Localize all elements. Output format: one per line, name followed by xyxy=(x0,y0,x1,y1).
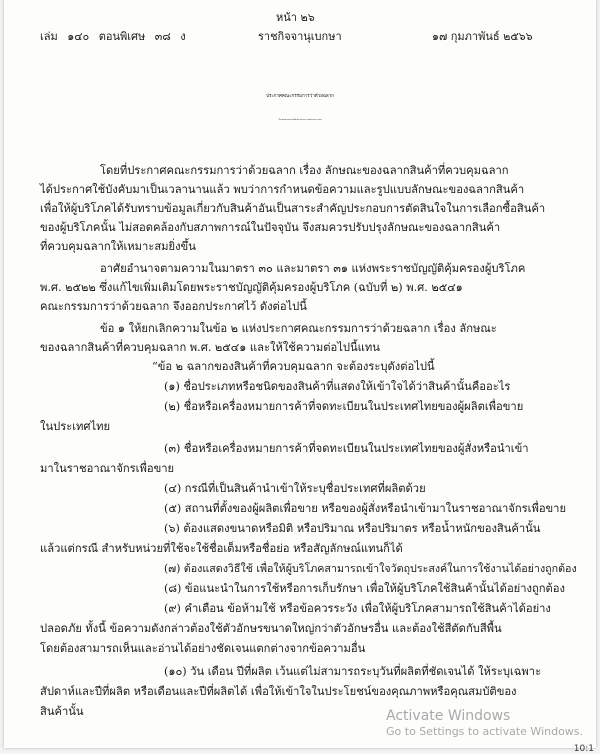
list-item: มาในราชอาณาจักรเพื่อขาย xyxy=(40,462,175,475)
gazette-date: ๑๗ กุมภาพันธ์ ๒๕๖๖ xyxy=(432,30,533,43)
list-item: แล้วแต่กรณี สำหรับหน่วยที่ใช้จะใช้ชื่อเต็มหรือชื่อย่อ หรือสัญลักษณ์แทนก็ได้ xyxy=(40,542,403,555)
document-subtitle: เรื่อง ลักษณะของฉลากสินค้าที่ควบคุมฉลาก (ฉบับที่ ๓) พ.ศ. ๒๕๖๕ xyxy=(278,120,322,121)
body-line: คณะกรรมการว่าด้วยฉลาก จึงออกประกาศไว้ ดังต่อไปนี้ xyxy=(40,300,307,313)
document-title: ประกาศคณะกรรมการว่าด้วยฉลาก xyxy=(266,94,334,99)
list-item: โดยต้องสามารถเห็นและอ่านได้อย่างชัดเจนแตกต่างจากข้อความอื่น xyxy=(40,642,366,655)
clause-line: “ข้อ ๒ ฉลากของสินค้าที่ควบคุมฉลาก จะต้องระบุดังต่อไปนี้ xyxy=(152,360,435,373)
list-item: (๑) ชื่อประเภทหรือชนิดของสินค้าที่แสดงให้เข้าใจได้ว่าสินค้านั้นคืออะไร xyxy=(164,380,511,393)
list-item: (๖) ต้องแสดงขนาดหรือมิติ หรือปริมาณ หรือปริมาตร หรือน้ำหนักของสินค้านั้น xyxy=(164,522,541,535)
list-item: (๓) ชื่อหรือเครื่องหมายการค้าที่จดทะเบียนในประเทศไทยของผู้สั่งหรือนำเข้า xyxy=(164,442,529,455)
body-line: ที่ควบคุมฉลากให้เหมาะสมยิ่งขึ้น xyxy=(40,240,196,253)
corner-clock: 10:1 xyxy=(573,744,594,754)
body-line: ได้ประกาศใช้บังคับมาเป็นเวลานานแล้ว พบว่าการกำหนดข้อความและรูปแบบลักษณะของฉลากสินค้า xyxy=(40,183,525,196)
list-item: (๑๐) วัน เดือน ปีที่ผลิต เว้นแต่ไม่สามารถระบุวันที่ผลิตที่ชัดเจนได้ ให้ระบุเฉพาะ xyxy=(164,665,542,678)
watermark-subtitle: Go to Settings to activate Windows. xyxy=(386,725,584,738)
clause-line: ข้อ ๑ ให้ยกเลิกความในข้อ ๒ แห่งประกาศคณะกรรมการว่าด้วยฉลาก เรื่อง ลักษณะ xyxy=(100,322,497,335)
body-line: ของผู้บริโภคนั้น ไม่สอดคล้องกับสภาพการณ์ในปัจจุบัน จึงสมควรปรับปรุงลักษณะของฉลากสินค้า xyxy=(40,221,501,234)
body-line: อาศัยอำนาจตามความในมาตรา ๓๐ และมาตรา ๓๑ แห่งพระราชบัญญัติคุ้มครองผู้บริโภค xyxy=(100,262,526,275)
list-item: (๗) ต้องแสดงวิธีใช้ เพื่อให้ผู้บริโภคสามารถเข้าใจวัตถุประสงค์ในการใช้งานได้อย่างถูกต้อง xyxy=(164,562,577,575)
list-item: ในประเทศไทย xyxy=(40,420,111,433)
list-item: (๙) คำเตือน ข้อห้ามใช้ หรือข้อควรระวัง เพื่อให้ผู้บริโภคสามารถใช้สินค้าได้อย่าง xyxy=(164,602,551,615)
list-item: (๔) กรณีที่เป็นสินค้านำเข้าให้ระบุชื่อประเทศที่ผลิตด้วย xyxy=(164,482,426,495)
list-item: (๘) ข้อแนะนำในการใช้หรือการเก็บรักษา เพื่อให้ผู้บริโภคใช้สินค้านั้นได้อย่างถูกต้อง xyxy=(164,582,565,595)
gazette-volume: เล่ม ๑๔๐ ตอนพิเศษ ๓๘ ง xyxy=(40,30,186,43)
page-number: หน้า ๒๖ xyxy=(276,11,315,24)
body-line: โดยที่ประกาศคณะกรรมการว่าด้วยฉลาก เรื่อง ลักษณะของฉลากสินค้าที่ควบคุมฉลาก xyxy=(100,164,509,177)
body-line: พ.ศ. ๒๕๒๒ ซึ่งแก้ไขเพิ่มเติมโดยพระราชบัญญัติคุ้มครองผู้บริโภค (ฉบับที่ ๒) พ.ศ. ๒๕๔๑ xyxy=(40,281,463,294)
gazette-name: ราชกิจจานุเบกษา xyxy=(258,30,342,43)
body-line: เพื่อให้ผู้บริโภคได้รับทราบข้อมูลเกี่ยวกับสินค้าอันเป็นสาระสำคัญประกอบการตัดสินใจในการเลือกซื้อสินค้า xyxy=(40,202,546,215)
list-item: (๕) สถานที่ตั้งของผู้ผลิตเพื่อขาย หรือของผู้สั่งหรือนำเข้ามาในราชอาณาจักรเพื่อขาย xyxy=(164,502,567,515)
clause-line: ของฉลากสินค้าที่ควบคุมฉลาก พ.ศ. ๒๕๔๑ และให้ใช้ความต่อไปนี้แทน xyxy=(40,341,380,354)
list-item: (๒) ชื่อหรือเครื่องหมายการค้าที่จดทะเบียนในประเทศไทยของผู้ผลิตเพื่อขาย xyxy=(164,400,524,413)
document-page xyxy=(4,0,596,748)
activate-windows-watermark xyxy=(386,708,583,738)
list-item: ปลอดภัย ทั้งนี้ ข้อความดังกล่าวต้องใช้ตัวอักษรขนาดใหญ่กว่าตัวอักษรอื่น และต้องใช้สีตัดกับสีพื้น xyxy=(40,622,502,635)
list-item: สัปดาห์และปีที่ผลิต หรือเดือนและปีที่ผลิตได้ เพื่อให้เข้าใจในประโยชน์ของคุณภาพหรือคุณสมบัติของ xyxy=(40,685,517,698)
watermark-title: Activate Windows xyxy=(386,708,511,724)
list-item: สินค้านั้น xyxy=(40,705,84,718)
